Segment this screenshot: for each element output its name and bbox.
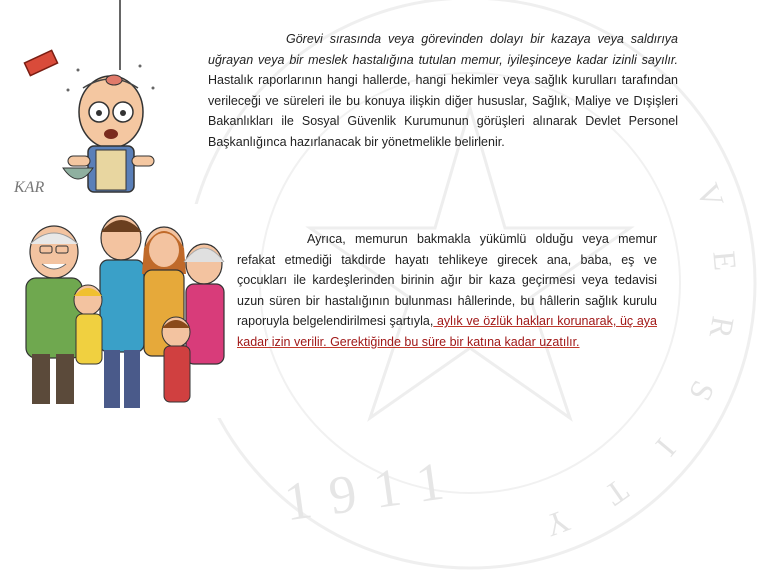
injured-man-illustration: [8, 0, 190, 200]
watermark-year: 1911: [280, 448, 466, 533]
watermark-letter: V: [689, 178, 732, 213]
paragraph2-highlight: aylık ve özlük hakları korunarak, üç aya kadar izin verilir. Gerektiğinde bu süre bir katına kadar uzatılır.: [237, 314, 657, 349]
paragraph-family-illness-leave: [237, 229, 657, 352]
paragraph-work-accident-leave: [208, 29, 678, 152]
watermark-letter: R: [702, 313, 742, 342]
watermark-letter: Y: [540, 502, 575, 545]
watermark-letter: S: [681, 375, 723, 407]
watermark-letter: E: [706, 249, 744, 272]
paragraph2-text: Ayrıca, memurun bakmakla yükümlü olduğu veya memur refakat etmediği takdirde hayatı tehlikeye girecek ana, baba, eş ve çocukları ile kardeşlerinden birinin ağır bir kaza geçirmesi veya tedavisi uzun süren bir hastalığının bulunması hâllerinde, bu hâllerin sağlık kurulu raporuyla belgelendirilmesi şartıyla,: [237, 232, 657, 328]
paragraph1-text: Hastalık raporlarının hangi hallerde, hangi hekimler veya sağlık kurulları tarafından verileceği ve süreleri ile bu konuya ilişkin diğer hususlar, Sağlık, Maliye ve Dışişleri Bakanlıkları ile Sosyal Güvenlik Kurumunun görüşleri alınarak Devlet Personel Başkanlığınca hazırlanacak bir yönetmelikle belirlenir.: [208, 73, 678, 149]
paragraph1-italic-text: Görevi sırasında veya görevinden dolayı bir kazaya veya saldırıya uğrayan veya bir meslek hastalığına tutulan memur, iyileşinceye kadar izinli sayılır.: [208, 32, 678, 67]
watermark-letter: I: [648, 431, 684, 464]
family-illustration: [6, 204, 230, 418]
illustration-caption: KAR: [14, 179, 45, 196]
watermark-letter: T: [598, 472, 636, 514]
